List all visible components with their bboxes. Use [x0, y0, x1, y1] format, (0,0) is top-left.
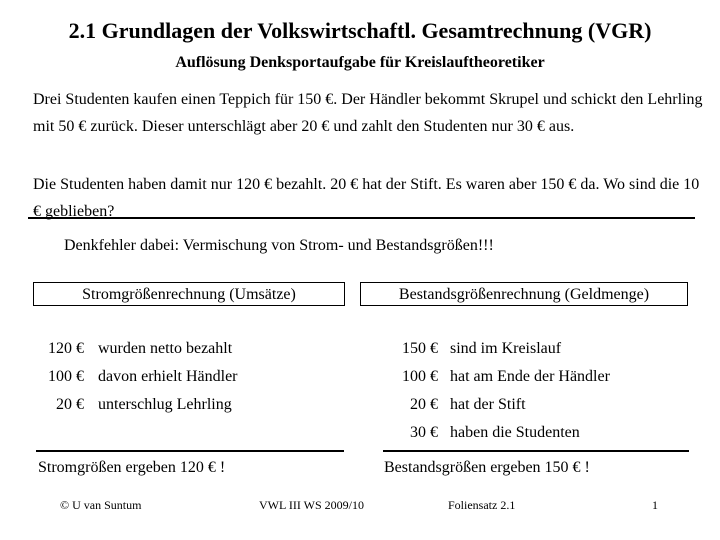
bestand-summary: Bestandsgrößen ergeben 150 € !: [384, 459, 590, 476]
problem-paragraph: Drei Studenten kaufen einen Teppich für 150 €. Der Händler bekommt Skrupel und schickt den Lehrling mit 50 € zurück. Dieser unterschlägt aber 20 € und zahlt den Studenten nur 30 € aus.: [33, 91, 703, 135]
bestand-row: [360, 395, 720, 415]
bestand-amount: 20 €: [410, 396, 438, 413]
footer-author: © U van Suntum: [60, 498, 142, 512]
denkfehler-note: Denkfehler dabei: Vermischung von Strom- und Bestandsgrößen!!!: [64, 237, 494, 254]
strom-amount: 20 €: [56, 396, 84, 413]
bestand-label: haben die Studenten: [450, 424, 580, 441]
bestand-label: hat am Ende der Händler: [450, 368, 610, 385]
strom-summary: Stromgrößen ergeben 120 € !: [38, 459, 226, 476]
strom-label: davon erhielt Händler: [98, 368, 238, 385]
slide-subtitle: Auflösung Denksportaufgabe für Kreislauftheoretiker: [175, 54, 545, 71]
bestand-label: sind im Kreislauf: [450, 340, 562, 357]
strom-row: [0, 367, 360, 387]
strom-row: [0, 395, 360, 415]
bestand-row: [360, 423, 720, 443]
question-paragraph: Die Studenten haben damit nur 120 € bezahlt. 20 € hat der Stift. Es waren aber 150 € da. Wo sind die 10 € geblieben?: [33, 176, 700, 220]
footer-page-number: 1: [652, 498, 658, 512]
strom-amount: 120 €: [48, 340, 84, 357]
bestand-amount: 150 €: [402, 340, 438, 357]
bestand-amount: 100 €: [402, 368, 438, 385]
divider-top: [28, 217, 695, 219]
footer-course: VWL III WS 2009/10: [259, 498, 364, 512]
strom-amount: 100 €: [48, 368, 84, 385]
bestand-row: [360, 367, 720, 387]
bestand-label: hat der Stift: [450, 396, 526, 413]
bestand-header-box: Bestandsgrößenrechnung (Geldmenge): [360, 282, 688, 306]
bestand-row: [360, 339, 720, 359]
slide-title: 2.1 Grundlagen der Volkswirtschaftl. Gesamtrechnung (VGR): [68, 18, 652, 43]
strom-label: wurden netto bezahlt: [98, 340, 233, 357]
strom-label: unterschlug Lehrling: [98, 396, 232, 413]
strom-row: [0, 339, 360, 359]
strom-header-box: Stromgrößenrechnung (Umsätze): [33, 282, 345, 306]
bestand-amount: 30 €: [410, 424, 438, 441]
strom-sum-rule: [36, 450, 344, 452]
bestand-sum-rule: [383, 450, 689, 452]
footer-set: Foliensatz 2.1: [448, 498, 516, 512]
